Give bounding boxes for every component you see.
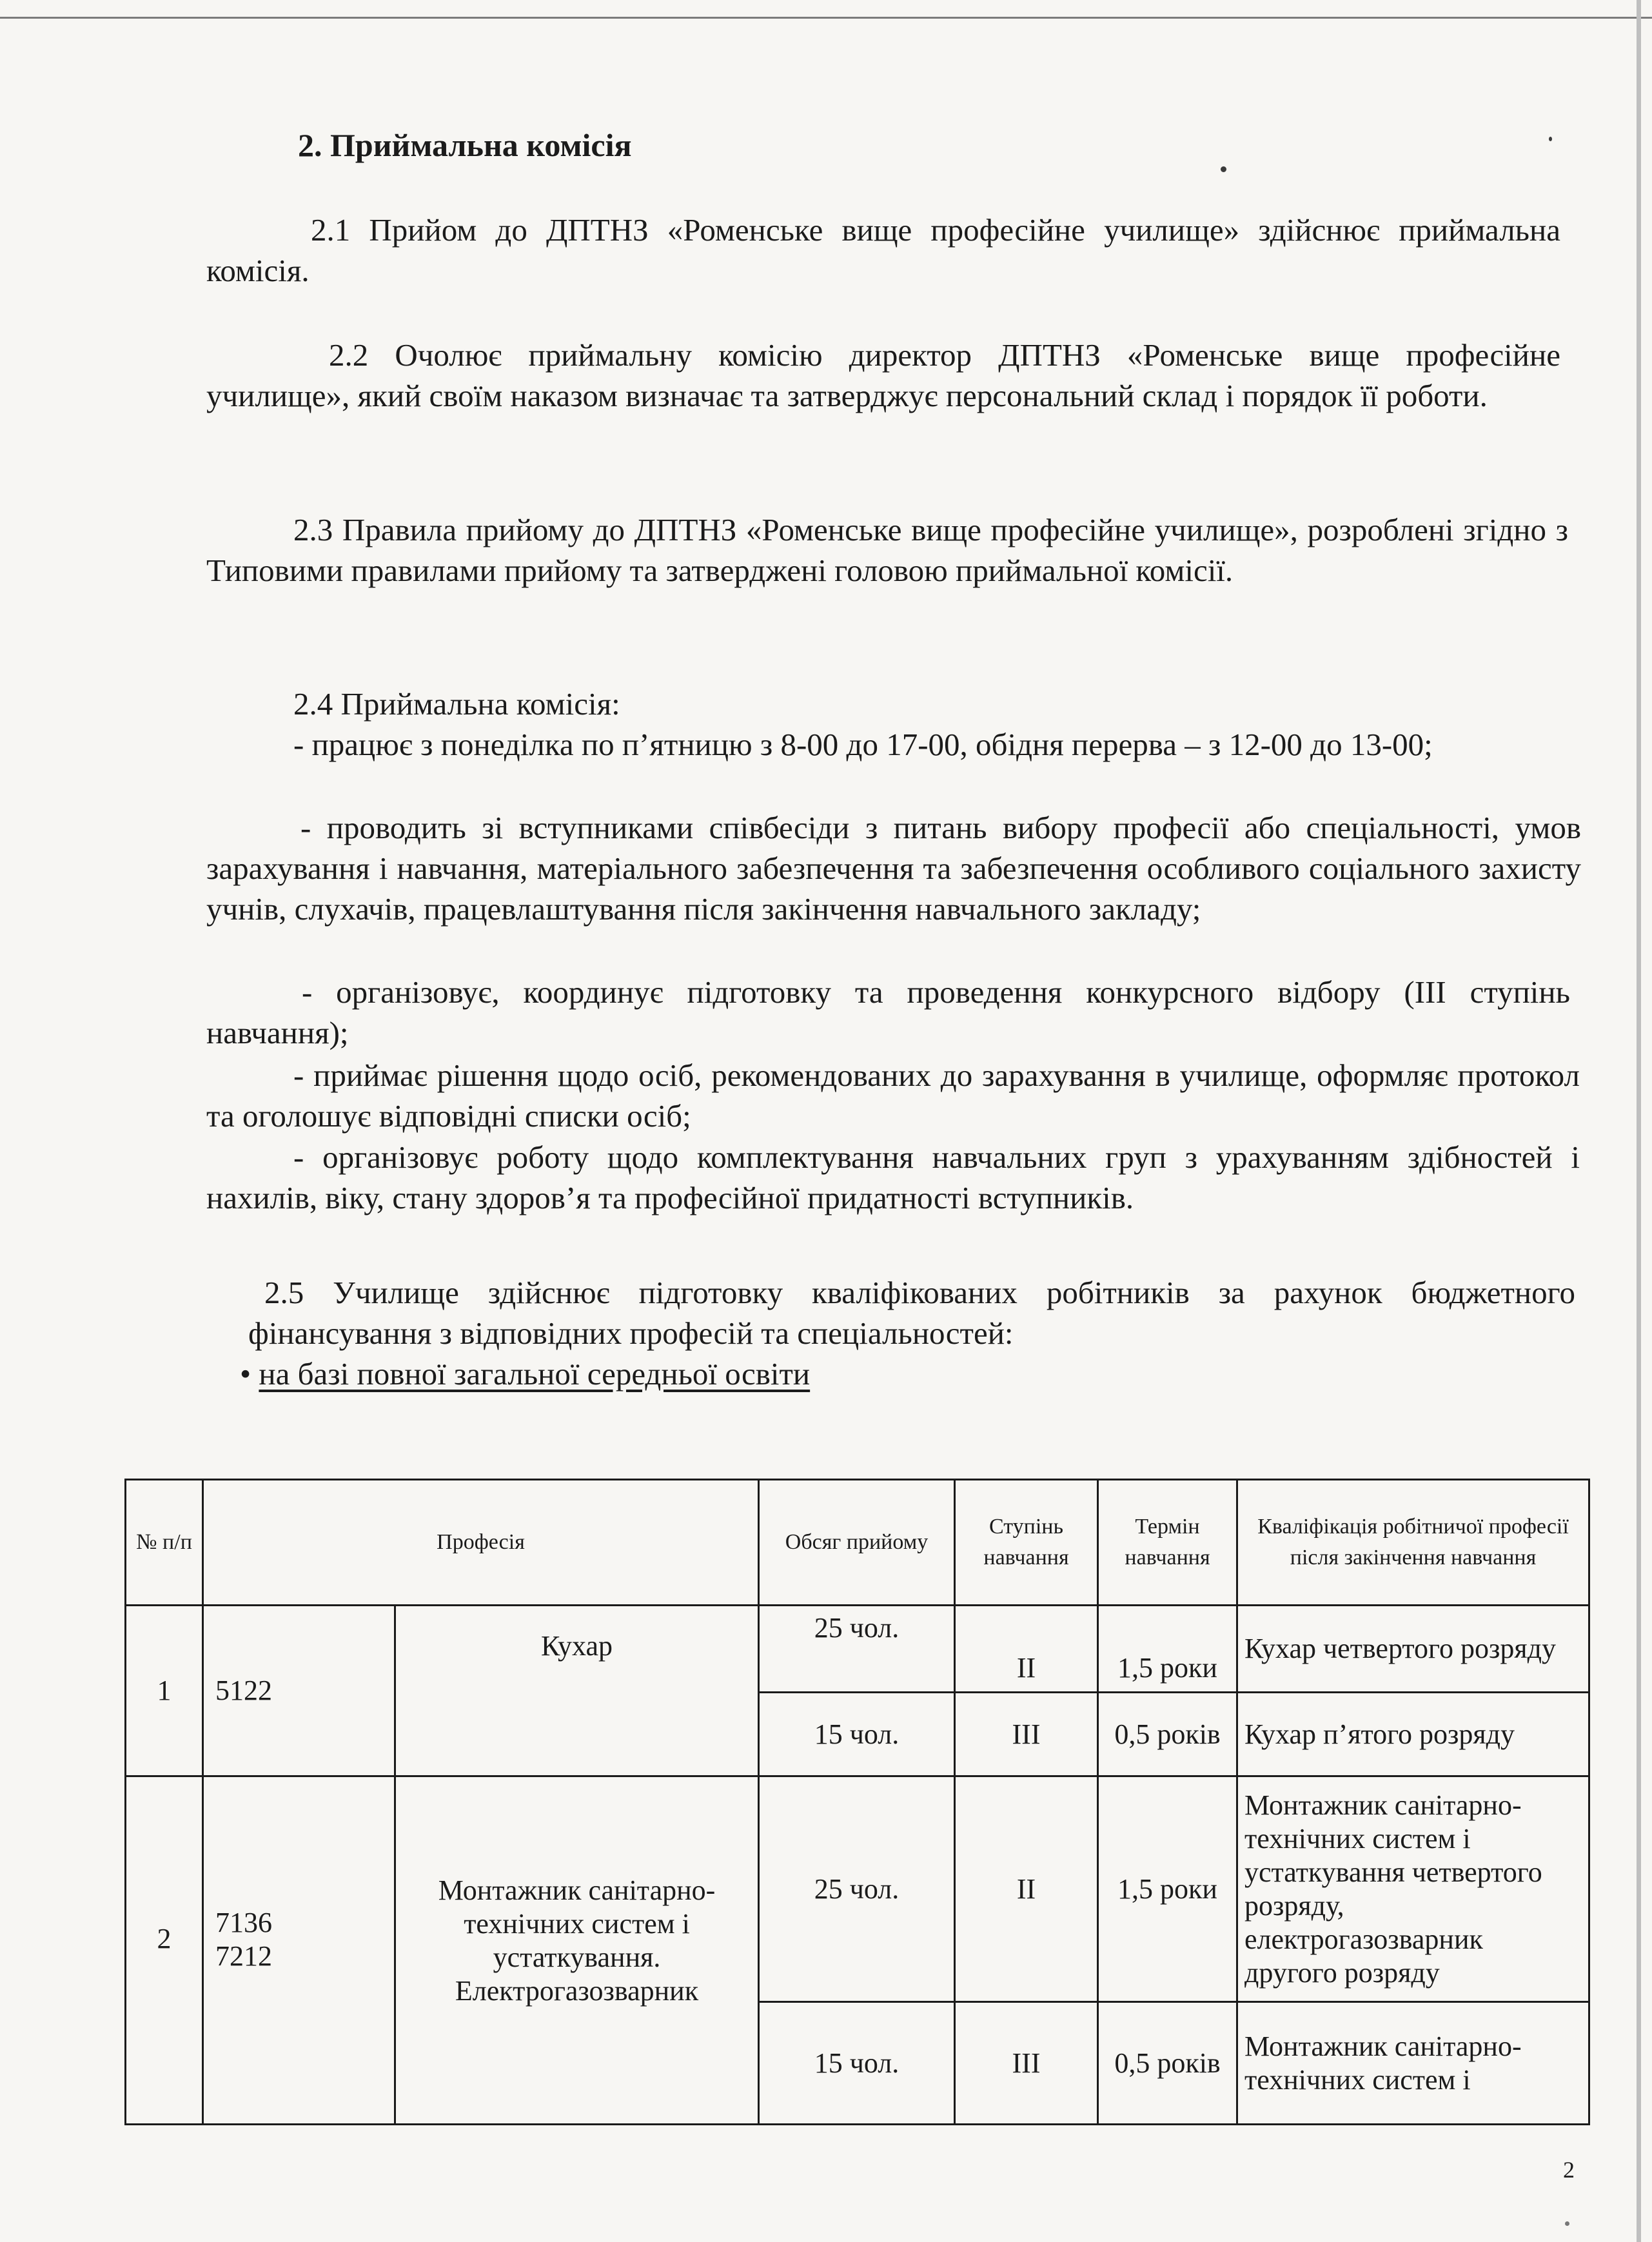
- scan-speck: [1549, 137, 1552, 141]
- paragraph-2-5: 2.5 Училище здійснює підготовку кваліфікованих робітників за рахунок бюджетного фінансування з відповідних професій та спеціальностей:: [248, 1275, 1575, 1351]
- bullet-icon: •: [240, 1356, 251, 1391]
- level-cell: ІІІ: [955, 1693, 1098, 1776]
- paragraph-2-4-heading: 2.4 Приймальна комісія:: [293, 686, 620, 722]
- header-level: Ступінь навчання: [955, 1480, 1098, 1606]
- list-item: - приймає рішення щодо осіб, рекомендованих до зарахування в училище, оформляє протокол та оголошує відповідні списки осіб;: [206, 1057, 1580, 1134]
- profession-name: Монтажник санітарно-технічних систем і устаткування. Електрогазозварник: [395, 1776, 759, 2125]
- volume-cell: 25 чол.: [759, 1776, 955, 2002]
- list-item: - організовує, координує підготовку та проведення конкурсного відбору (ІІІ ступінь навчання);: [206, 974, 1570, 1050]
- scan-top-edge: [0, 17, 1652, 19]
- list-item: - організовує роботу щодо комплектування навчальних груп з урахуванням здібностей і нахилів, віку, стану здоров’я та професійної придатності вступників.: [206, 1139, 1580, 1215]
- volume-cell: 15 чол.: [759, 2002, 955, 2125]
- paragraph-2-3: 2.3 Правила прийому до ДПТНЗ «Роменське вище професійне училище», розроблені згідно з Типовими правилами прийому та затверджені головою приймальної комісії.: [206, 512, 1568, 588]
- row-num: 1: [126, 1606, 203, 1776]
- scan-right-edge: [1637, 0, 1641, 2242]
- scan-speck: [1221, 166, 1226, 172]
- volume-cell: 25 чол.: [759, 1606, 955, 1693]
- qualification-cell: Монтажник санітарно-технічних систем і устаткування четвертого розряду, електрогазозварник другого розряду: [1237, 1776, 1589, 2002]
- header-volume: Обсяг прийому: [759, 1480, 955, 1606]
- term-cell: 1,5 роки: [1098, 1776, 1237, 2002]
- term-cell: 0,5 років: [1098, 2002, 1237, 2125]
- scan-speck: [1565, 2221, 1569, 2226]
- bullet-line: [240, 1353, 810, 1394]
- header-profession: Професія: [203, 1480, 759, 1606]
- level-cell: ІІ: [955, 1606, 1098, 1693]
- list-item: - проводить зі вступниками співбесіди з питань вибору професії або спеціальності, умов зарахування і навчання, матеріального забезпечення та забезпечення особливого соціального захисту учнів, слухачів, працевлаштування після закінчення навчального закладу;: [206, 810, 1581, 927]
- qualification-cell: Кухар п’ятого розряду: [1237, 1693, 1589, 1776]
- term-cell: 1,5 роки: [1098, 1606, 1237, 1693]
- header-num: № п/п: [126, 1480, 203, 1606]
- section-title: 2. Приймальна комісія: [298, 127, 632, 163]
- qualification-cell: Кухар четвертого розряду: [1237, 1606, 1589, 1693]
- bullet-text: на базі повної загальної середньої освіти: [259, 1356, 811, 1391]
- header-qualification: Кваліфікація робітничої професії після закінчення навчання: [1237, 1480, 1589, 1606]
- profession-code: 7136 7212: [203, 1776, 395, 2125]
- paragraph-2-2: 2.2 Очолює приймальну комісію директор ДПТНЗ «Роменське вище професійне училище», який своїм наказом визначає та затверджує персональний склад і порядок її роботи.: [206, 337, 1560, 413]
- term-cell: 0,5 років: [1098, 1693, 1237, 1776]
- profession-code: 5122: [203, 1606, 395, 1776]
- header-term: Термін навчання: [1098, 1480, 1237, 1606]
- table-row: [126, 1606, 1589, 1693]
- paragraph-2-1: 2.1 Прийом до ДПТНЗ «Роменське вище професійне училище» здійснює приймальна комісія.: [206, 212, 1560, 288]
- table-row: [126, 1776, 1589, 2002]
- volume-cell: 15 чол.: [759, 1693, 955, 1776]
- level-cell: ІІІ: [955, 2002, 1098, 2125]
- admission-table: [124, 1479, 1590, 2125]
- list-item: - працює з понеділка по п’ятницю з 8-00 до 17-00, обідня перерва – з 12-00 до 13-00;: [293, 727, 1433, 762]
- row-num: 2: [126, 1776, 203, 2125]
- qualification-cell: Монтажник санітарно-технічних систем і: [1237, 2002, 1589, 2125]
- profession-name: Кухар: [395, 1606, 759, 1776]
- page-number: 2: [1563, 2157, 1575, 2183]
- level-cell: ІІ: [955, 1776, 1098, 2002]
